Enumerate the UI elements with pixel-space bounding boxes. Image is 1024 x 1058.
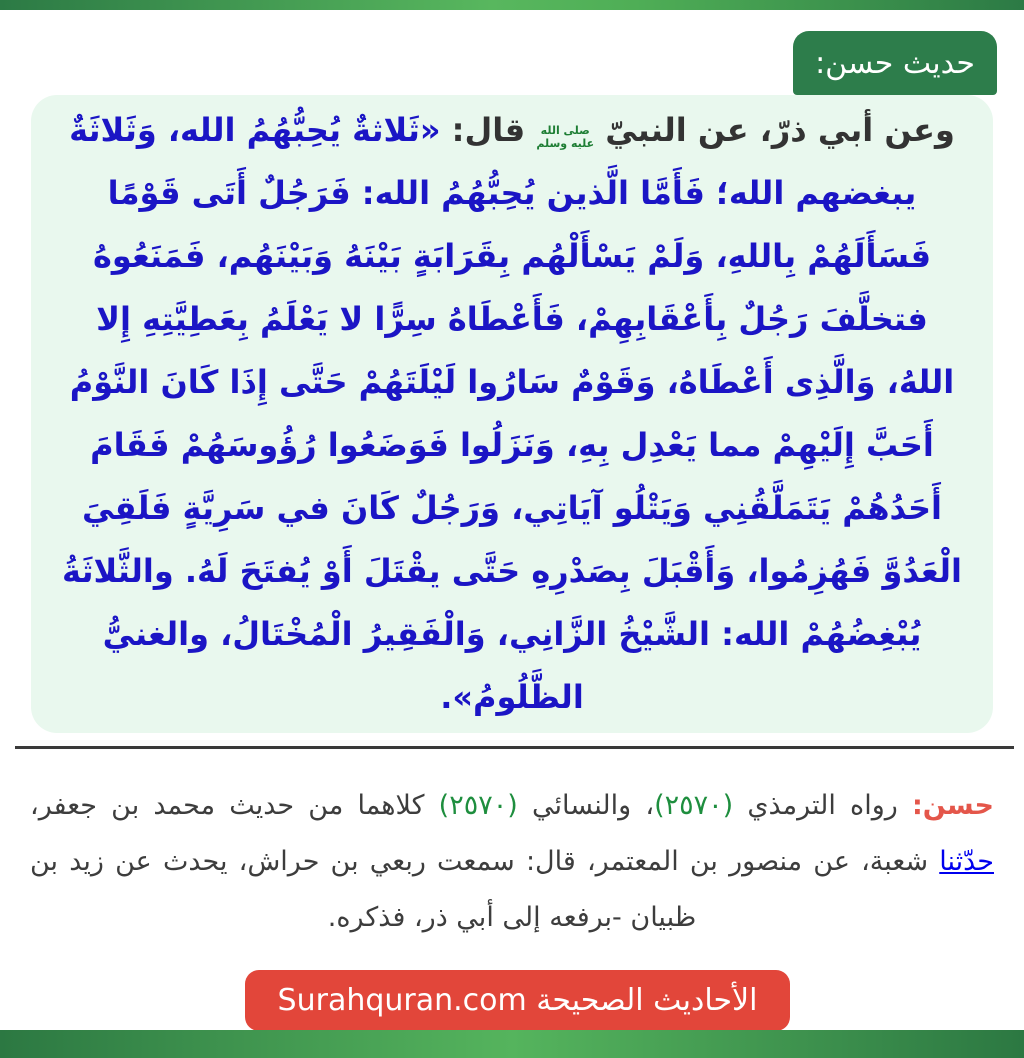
bottom-green-bar (0, 1030, 1024, 1058)
surahquran-site-button-label: الأحاديث الصحيحة Surahquran.com (277, 983, 758, 1018)
salla-line2: عليه وسلم (536, 137, 595, 150)
takhrij-seg4: شعبة، عن منصور بن المعتمر، قال: سمعت ربعي بن حراش، يحدث عن زيد بن ظبيان -برفعه إلى أبي ذر، فذكره. (30, 846, 940, 933)
takhrij-paragraph (30, 778, 994, 946)
salla-ligature (536, 124, 594, 150)
hadith-narrator-intro-after: قال: (440, 111, 537, 149)
hadith-grade-badge (793, 31, 997, 95)
hadith-grade-badge-text: حديث حسن: (815, 45, 975, 81)
section-divider (15, 746, 1014, 749)
surahquran-site-button[interactable] (245, 970, 790, 1031)
top-green-bar (0, 0, 1024, 10)
takhrij-seg2: ، والنسائي (517, 790, 655, 821)
hadith-narrator-intro: وعن أبي ذرّ، عن النبيّ (594, 111, 955, 149)
hadith-text (59, 99, 965, 729)
takhrij-seg1: رواه الترمذي (733, 790, 912, 821)
tirmidhi-ref-number: (٢٥٧٠) (654, 790, 734, 821)
hadith-card (31, 95, 993, 733)
nasai-ref-number: (٢٥٧٠) (438, 790, 518, 821)
takhrij-grade-word: حسن: (911, 790, 994, 821)
salla-line1: صلى الله (540, 124, 590, 137)
takhrij-seg3: كلاهما من حديث محمد بن جعفر، (30, 790, 439, 821)
haddathana-link[interactable]: حدّثنا (939, 846, 994, 877)
hadith-quote-text: «ثَلاثةٌ يُحِبُّهُمُ الله، وَثَلاثَةٌ يبغضهم الله؛ فَأَمَّا الَّذين يُحِبُّهُمُ الله: فَرَجُلٌ أَتَى قَوْمًا فَسَأَلَهُمْ بِاللهِ، وَلَمْ يَسْأَلْهُم بِقَرَابَةٍ بَيْنَهُ وَبَيْنَهُم، فَمَنَعُوهُ فتخلَّفَ رَجُلٌ بِأَعْقَابِهِمْ، فَأَعْطَاهُ سِرًّا لا يَعْلَمُ بِعَطِيَّتِهِ إِلا اللهُ، وَالَّذِى أَعْطَاهُ، وَقَوْمٌ سَارُوا لَيْلَتَهُمْ حَتَّى إِذَا كَانَ النَّوْمُ أَحَبَّ إِلَيْهِمْ مما يَعْدِل بِهِ، وَنَزَلُوا فَوَضَعُوا رُؤُوسَهُمْ فَقَامَ أَحَدُهُمْ يَتَمَلَّقُنِي وَيَتْلُو آيَاتِي، وَرَجُلٌ كَانَ في سَرِيَّةٍ فَلَقِيَ الْعَدُوَّ فَهُزِمُوا، وَأَقْبَلَ بِصَدْرِهِ حَتَّى يقْتَلَ أَوْ يُفتَحَ لَهُ. والثَّلاثَةُ يُبْغِضُهُمْ الله: الشَّيْخُ الزَّانِي، وَالْفَقِيرُ الْمُخْتَالُ، والغنيُّ الظَّلُومُ». (62, 111, 962, 716)
